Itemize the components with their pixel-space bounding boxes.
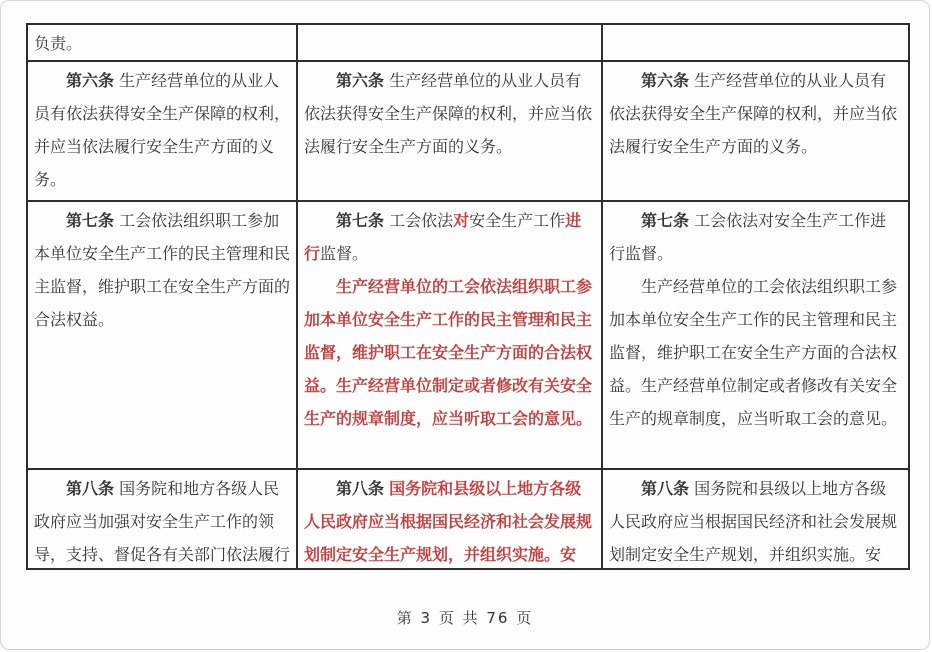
text-run: 生产经营单位的从业人员有依法获得安全生产保障的权利，并应当依法履行安全生产方面的义务。 [34,71,291,189]
table-row [28,62,908,202]
text-run: 第六条 [66,71,115,90]
paragraph [609,270,902,435]
text-run: 监督。 [320,244,369,263]
table-cell [603,470,908,568]
paragraph [304,64,595,163]
table-cell [298,202,603,468]
text-run: 第八条 [336,479,385,498]
text-run: 国务院和县级以上地方各级人民政府应当根据国民经济和社会发展规划制定安全生产规划，并组织实施。安 [609,479,898,564]
text-run: 第七条 [336,211,385,230]
paragraph [34,64,290,196]
text-run: 安全生产工作 [469,211,566,230]
table-cell [28,25,298,60]
text-run: 第七条 [641,211,690,230]
text-run: 国务院和县级以上地方各级人民政府应当根据国民经济和社会发展规划制定安全生产规划，并组织实施。安 [304,479,593,564]
text-run: 生产经营单位的从业人员有依法获得安全生产保障的权利，并应当依法履行安全生产方面的义务。 [609,71,898,156]
text-run: 进行 [304,211,582,263]
text-run: 生产经营单位的从业人员有依法获得安全生产保障的权利，并应当依法履行安全生产方面的义务。 [304,71,593,156]
paragraph [34,472,290,568]
table-row [28,470,908,568]
table-cell [603,202,908,468]
comparison-table [26,23,910,570]
table-cell [298,470,603,568]
text-run: 第六条 [641,71,690,90]
table-cell [298,25,603,60]
table-cell [28,470,298,568]
table-cell [603,62,908,200]
paragraph [34,204,290,336]
text-run: 工会依法 [384,211,454,230]
text-run: 对 [453,211,470,230]
text-run: 工会依法组织职工参加本单位安全生产工作的民主管理和民主监督，维护职工在安全生产方面的合法权益。 [34,211,291,329]
text-run: 生产经营单位的工会依法组织职工参加本单位安全生产工作的民主管理和民主监督，维护职工在安全生产方面的合法权益。生产经营单位制定或者修改有关安全生产的规章制度，应当听取工会的意见。 [304,277,593,428]
table-row [28,202,908,470]
table-cell [28,62,298,200]
text-run: 生产经营单位的工会依法组织职工参加本单位安全生产工作的民主管理和民主监督，维护职工在安全生产方面的合法权益。生产经营单位制定或者修改有关安全生产的规章制度，应当听取工会的意见。 [609,277,898,428]
text-run: 第七条 [66,211,115,230]
paragraph [304,204,595,270]
text-run: 工会依法对安全生产工作进行监督。 [609,211,887,263]
page-number: 第 3 页 共 76 页 [396,609,534,627]
paragraph [609,472,902,568]
text-run: 第六条 [336,71,385,90]
paragraph [304,270,595,435]
paragraph [609,64,902,163]
table-cell [603,25,908,60]
text-run: 第八条 [641,479,690,498]
paragraph [609,204,902,270]
text-run: 国务院和地方各级人民政府应当加强对安全生产工作的领导，支持、督促各有关部门依法履行 [34,479,291,564]
table-row [28,25,908,62]
text-run: 负责。 [34,34,83,53]
paragraph [304,472,595,568]
table-cell [298,62,603,200]
paragraph [34,27,290,60]
text-run: 第八条 [66,479,115,498]
table-cell [28,202,298,468]
